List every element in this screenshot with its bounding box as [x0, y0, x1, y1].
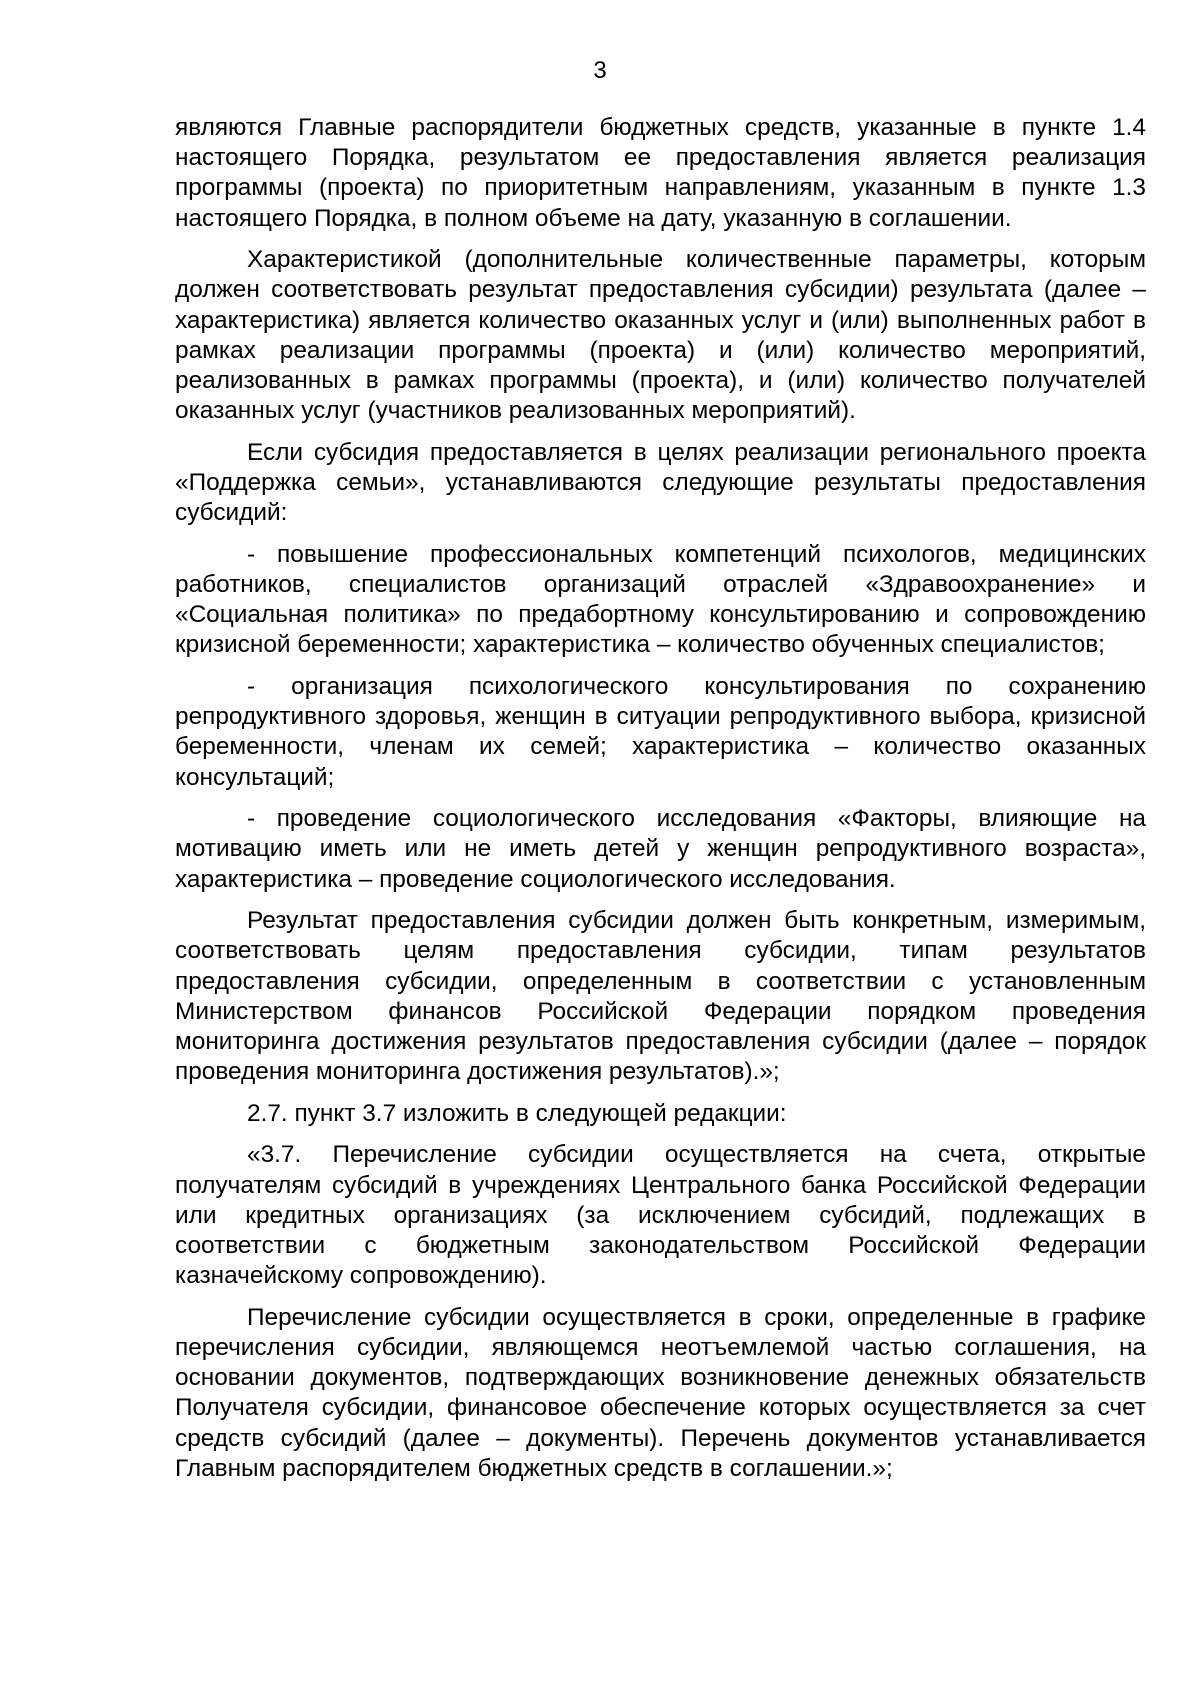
paragraph-clause-3-7: «3.7. Перечисление субсидии осуществляется на счета, открытые получателям субсидий в учреждениях Центрального банка Российской Федерации или кредитных организациях (за исключением субсидий, подлежащих в соответствии с бюджетным законодательством Российской Федерации казначейскому сопровождению).	[175, 1141, 1146, 1290]
paragraph-transfer-schedule: Перечисление субсидии осуществляется в сроки, определенные в графике перечисления субсидии, являющемся неотъемлемой частью соглашения, на основании документов, подтверждающих возникновение денежных обязательств Получателя субсидии, финансовое обеспечение которых осуществляется за счет средств субсидий (далее – документы). Перечень документов устанавливается Главным распорядителем бюджетных средств в соглашении.»;	[175, 1303, 1146, 1482]
paragraph-characteristic: Характеристикой (дополнительные количественные параметры, которым должен соответствовать результат предоставления субсидии) результата (далее – характеристика) является количество оказанных услуг и (или) выполненных работ в рамках реализации программы (проекта) и (или) количество мероприятий, реализованных в рамках программы (проекта), и (или) количество получателей оказанных услуг (участников реализованных мероприятий).	[175, 246, 1146, 425]
list-item-research: - проведение социологического исследования «Факторы, влияющие на мотивацию иметь или не иметь детей у женщин репродуктивного возраста», характеристика – проведение социологического исследования.	[175, 805, 1146, 893]
paragraph-family-support-project: Если субсидия предоставляется в целях реализации регионального проекта «Поддержка семьи», устанавливаются следующие результаты предоставления субсидий:	[175, 438, 1146, 527]
paragraph-amendment-2-7: 2.7. пункт 3.7 изложить в следующей редакции:	[247, 1099, 787, 1127]
paragraph-continuation: являются Главные распорядители бюджетных средств, указанные в пункте 1.4 настоящего Порядка, результатом ее предоставления является реализация программы (проекта) по приоритетным направлениям, указанным в пункте 1.3 настоящего Порядка, в полном объеме на дату, указанную в соглашении.	[175, 114, 1146, 232]
paragraph-result-requirements: Результат предоставления субсидии должен быть конкретным, измеримым, соответствовать целям предоставления субсидии, типам результатов предоставления субсидии, определенным в соответствии с установленным Министерством финансов Российской Федерации порядком проведения мониторинга достижения результатов предоставления субсидии (далее – порядок проведения мониторинга достижения результатов).»;	[175, 907, 1146, 1086]
page-number: 3	[593, 57, 607, 84]
document-body	[175, 113, 1146, 1495]
list-item-training: - повышение профессиональных компетенций психологов, медицинских работников, специалистов организаций отраслей «Здравоохранение» и «Социальная политика» по предабортному консультированию и сопровождению кризисной беременности; характеристика – количество обученных специалистов;	[175, 540, 1146, 659]
list-item-consulting: - организация психологического консультирования по сохранению репродуктивного здоровья, женщин в ситуации репродуктивного выбора, кризисной беременности, членам их семей; характеристика – количество оказанных консультаций;	[175, 673, 1146, 791]
